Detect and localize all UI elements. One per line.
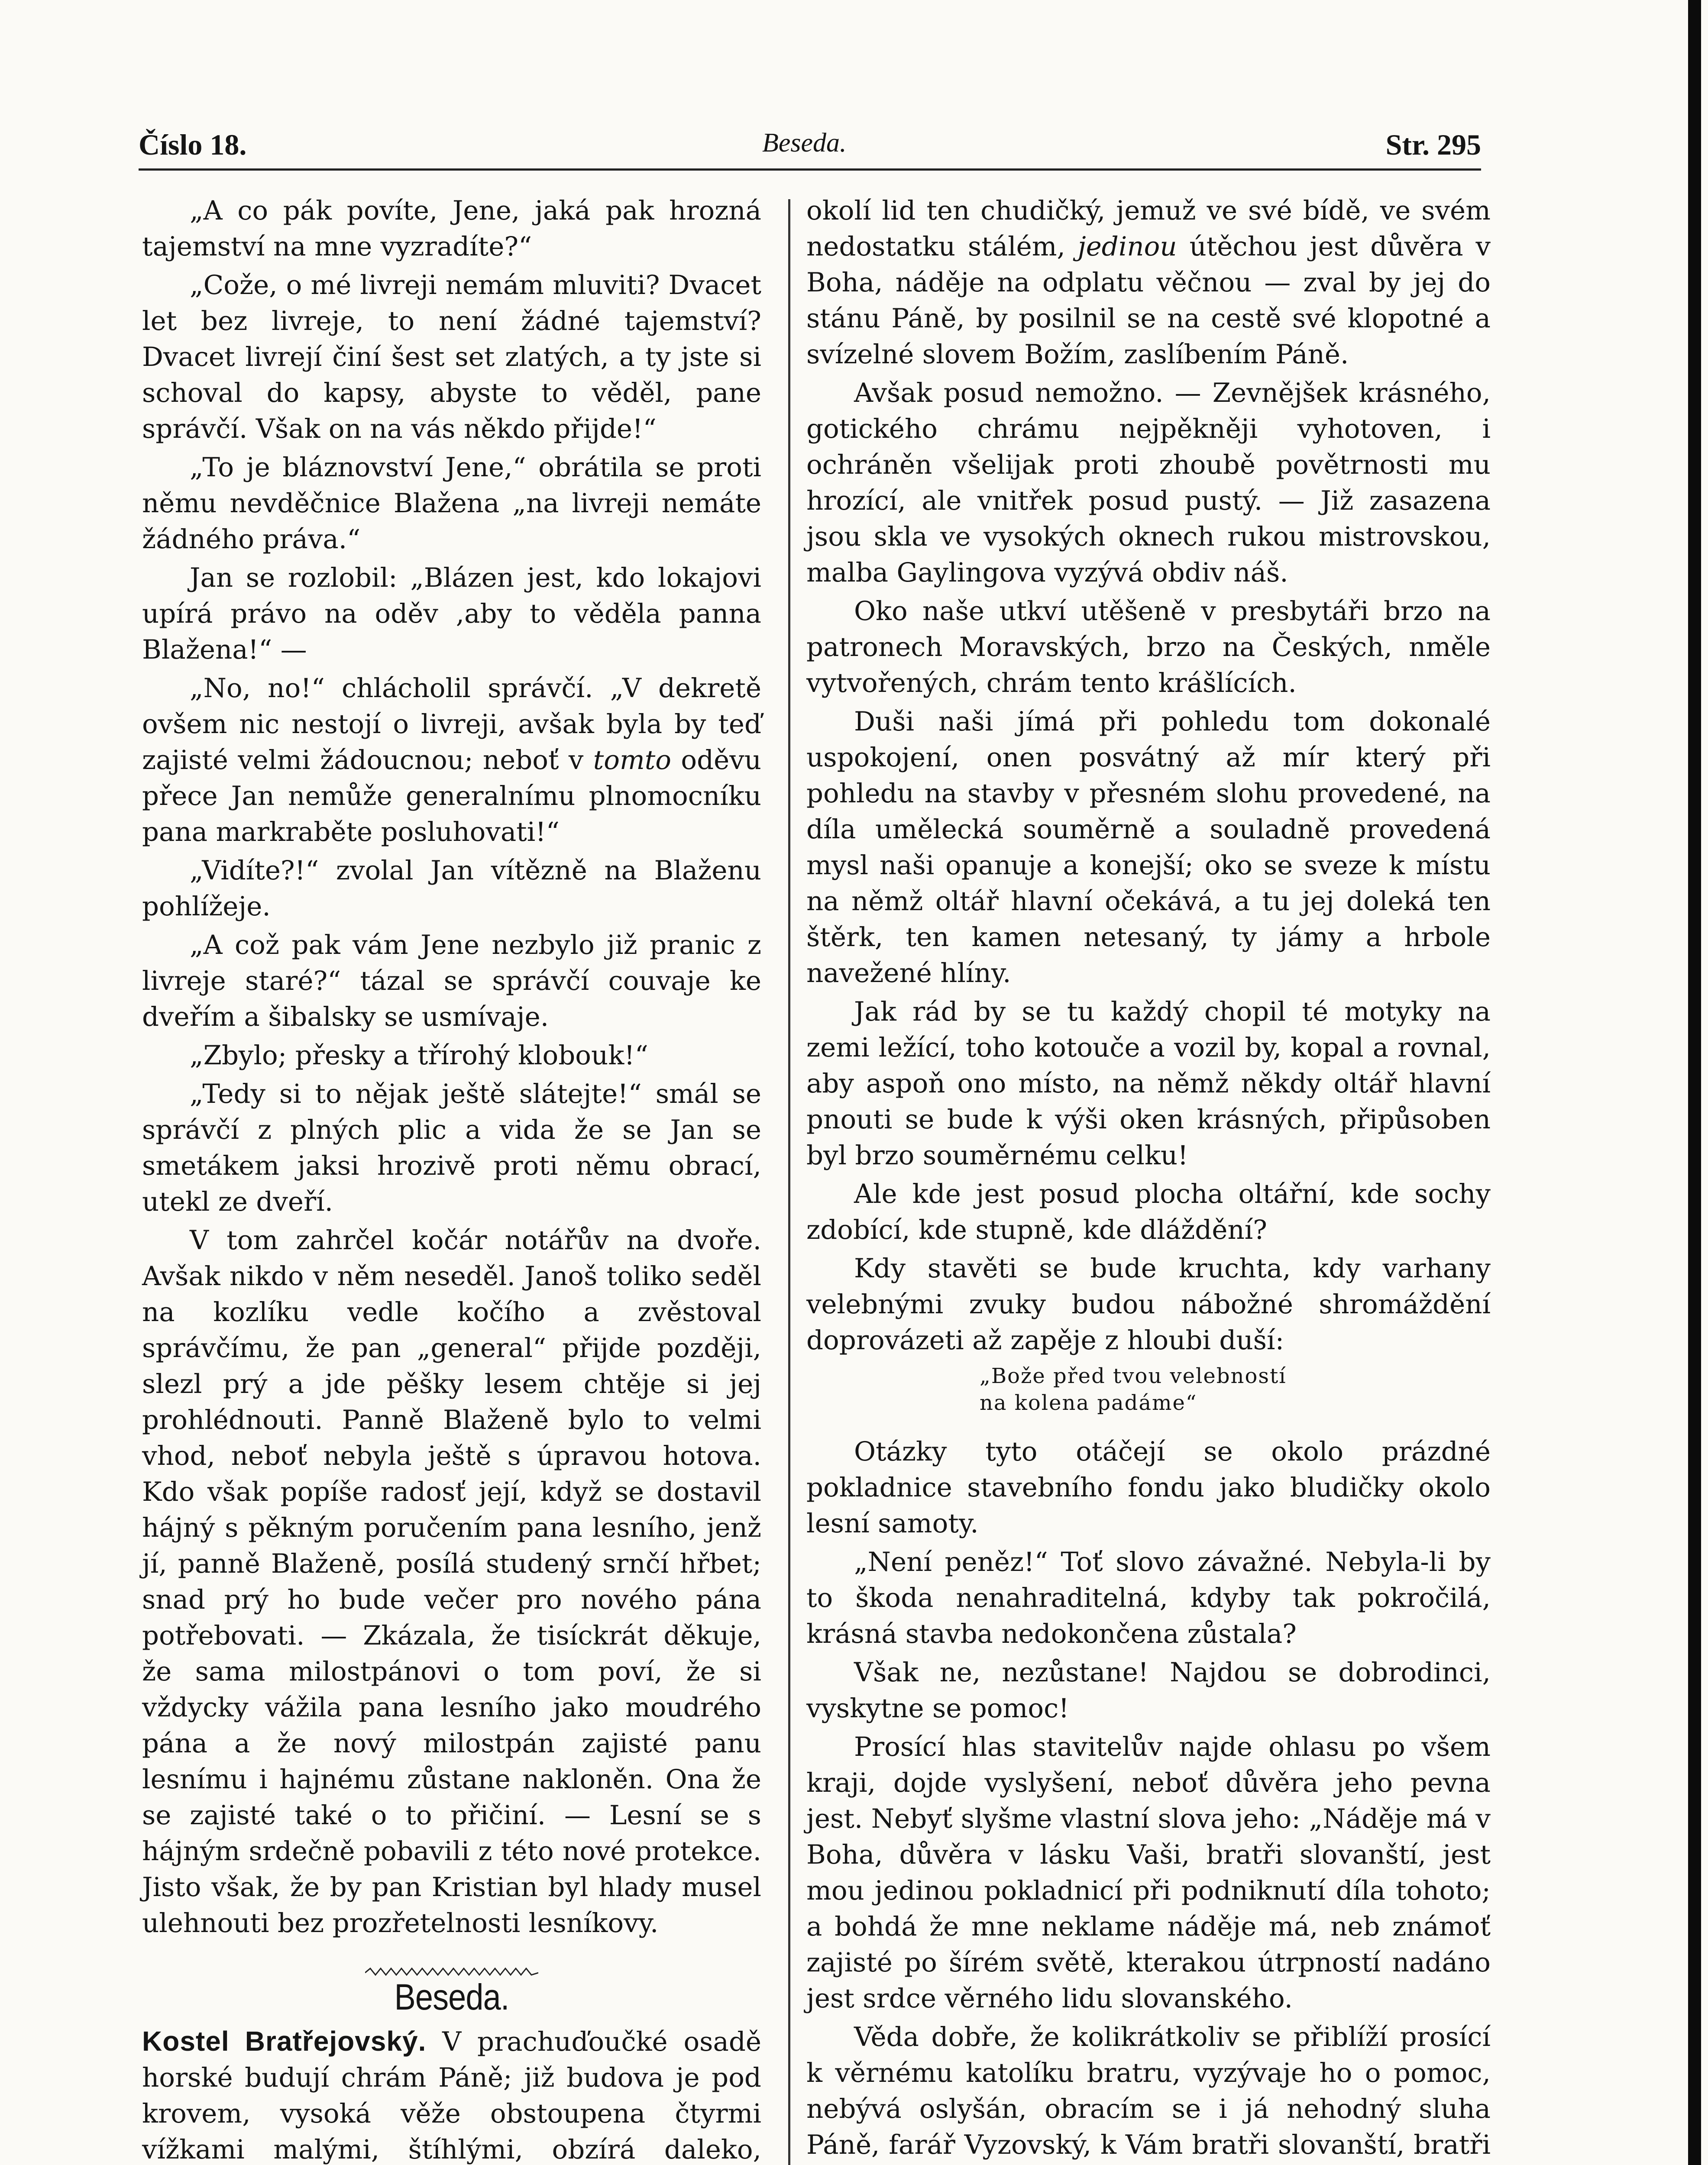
paragraph: Jak rád by se tu každý chopil té motyky na zemi ležící, toho kotouče a vozil by, kopal a rovnal, aby aspoň ono místo, na němž někdy oltář hlavní pnouti se bude k výši oken krásných, připůsoben byl brzo souměrnému celku! (806, 996, 1491, 1171)
quote-line: „Bože před tvou velebností (980, 1364, 1287, 1388)
paragraph: „Cože, o mé livreji nemám mluviti? Dvacet let bez livreje, to není žádné tajemství? Dvacet livrejí činí šest set zlatých, a ty jste si schoval do kapsy, abyste to věděl, pane správčí. Však on na vás někdo přijde!“ (142, 270, 761, 444)
paragraph: Otázky tyto otáčejí se okolo prázdné pokladnice stavebního fondu jako bludičky okolo lesní samoty. (806, 1436, 1491, 1539)
article-paragraph (142, 2023, 761, 2165)
paragraph: „A což pak vám Jene nezbylo již pranic z livreje staré?“ tázal se správčí couvaje ke dveřím a šibalsky se usmívaje. (142, 930, 761, 1032)
emphasis: jedinou (1077, 231, 1177, 262)
page-header (139, 119, 1481, 167)
text-run: „No, no!“ chlácholil správčí. „V dekretě ovšem nic nestojí o livreji, avšak byla by teď zajisté velmi žádoucnou; neboť v (142, 673, 761, 776)
left-column (142, 193, 761, 2165)
paragraph: „To je bláznovství Jene,“ obrátila se proti němu nevděčnice Blažena „na livreji nemáte žádného práva.“ (142, 452, 761, 555)
column-divider (788, 199, 790, 2165)
page-edge-shadow (1688, 0, 1701, 2165)
header-rule (139, 168, 1481, 171)
article-title: Kostel Bratřejovský. (142, 2026, 427, 2057)
publication-title: Beseda. (762, 128, 847, 158)
page-number: Str. 295 (1385, 128, 1481, 161)
issue-number: Číslo 18. (139, 128, 247, 161)
paragraph: Však ne, nezůstane! Najdou se dobrodinci, vyskytne se pomoc! (806, 1657, 1491, 1724)
paragraph: „Není peněz!“ Toť slovo závažné. Nebyla-li by to škoda nenahraditelná, kdyby tak pokročilá, krásná stavba nedokončena zůstala? (806, 1547, 1491, 1649)
paragraph (142, 670, 761, 850)
decorative-divider (142, 1952, 761, 1970)
hymn-quote (980, 1363, 1491, 1416)
section-title: Beseda. (394, 1977, 509, 2017)
paragraph: Ale kde jest posud plocha oltářní, kde sochy zdobící, kde stupně, kde dláždění? (806, 1179, 1491, 1245)
right-column (806, 193, 1491, 2165)
paragraph (806, 193, 1491, 372)
text-run: okolí lid ten chudičký, jemuž ve své bídě, ve svém nedostatku stálém, (806, 195, 1491, 262)
paragraph: „Zbylo; přesky a třírohý klobouk!“ (190, 1040, 648, 1071)
paragraph: Jan se rozlobil: „Blázen jest, kdo lokajovi upírá právo na oděv ,aby to věděla panna Blažena!“ — (142, 562, 761, 665)
text-run: oděvu přece Jan nemůže generalnímu plnomocníku pana markraběte posluhovati!“ (142, 745, 761, 847)
paragraph: Oko naše utkví utěšeně v presbytáři brzo na patronech Moravských, brzo na Českých, nměle vytvořených, chrám tento krášlících. (806, 596, 1491, 698)
paragraph: „Tedy si to nějak ještě slátejte!“ smál se správčí z plných plic a vida že se Jan se smetákem jaksi hrozivě proti němu obrací, utekl ze dveří. (142, 1079, 761, 1217)
paragraph: „Vidíte?!“ zvolal Jan vítězně na Blaženu pohlížeje. (142, 855, 761, 922)
text-run: V prachuďoučké osadě horské budují chrám Páně; již budova je pod krovem, vysoká věže obstoupena čtyrmi vížkami malými, štíhlými, obzírá daleko, (142, 2026, 761, 2165)
paragraph: Kdy stavěti se bude kruchta, kdy varhany velebnými zvuky budou nábožné shromáždění doprovázeti až zapěje z hloubi duší: (806, 1253, 1491, 1356)
paragraph: Duši naši jímá při pohledu tom dokonalé uspokojení, onen posvátný až mír který při pohledu na stavby v přesném slohu provedené, na díla umělecká souměrně a souladně provedená mysl naši opanuje a konejší; oko se sveze k místu na němž oltář hlavní očekává, a tu jej doleká ten štěrk, ten kamen netesaný, ty jámy a hrbole navežené hlíny. (806, 706, 1491, 989)
paragraph: Věda dobře, že kolikrátkoliv se přiblíží prosící k věrnému katolíku bratru, vyzývaje ho o pomoc, nebývá oslyšán, obracím se i já nehodný sluha Páně, farář Vyzovský, k Vám bratři slovanští, bratři (806, 2022, 1491, 2160)
text-run: útěchou jest důvěra v Boha, náděje na odplatu věčnou — zval by jej do stánu Páně, by posilnil se na cestě své klopotné a svízelné slovem Božím, zaslíbením Páně. (806, 231, 1491, 370)
quote-line: na kolena padáme“ (980, 1391, 1197, 1415)
paragraph: Prosící hlas stavitelův najde ohlasu po všem kraji, dojde vyslyšení, neboť důvěra jeho pevna jest. Nebyť slyšme vlastní slova jeho: „Náděje má v Boha, důvěra v lásku Vaši, bratři slovanští, jest mou jedinou pokladnicí při podniknutí díla tohoto; a bohdá že mne neklame náděje má, neb známoť zajisté po šírém světě, kterakou útrpností nadáno jest srdce věrného lidu slovanského. (806, 1732, 1491, 2014)
paragraph: V tom zahrčel kočár notářův na dvoře. Avšak nikdo v něm neseděl. Janoš toliko seděl na kozlíku vedle kočího a zvěstoval správčímu, že pan „general“ přijde později, slezl prý a jde pěšky lesem chtěje si jej prohlédnouti. Panně Blaženě bylo to velmi vhod, neboť nebyla ještě s úpravou hotova. Kdo však popíše radosť její, když se dostavil hájný s pěkným poručením pana lesního, jenž jí, panně Blaženě, posílá studený srnčí hřbet; snad prý ho bude večer pro nového pána potřebovati. — Zkázala, že tisíckrát děkuje, že sama milostpánovi o tom poví, že si vždycky vážila pana lesního jako moudrého pána a že nový milostpán zajisté panu lesnímu i hajnému zůstane nakloněn. Ona že se zajisté také o to přičiní. — Lesní se s hájným srdečně pobavili z této nové protekce. Jisto však, že by pan Kristian byl hlady musel ulehnouti bez prozřetelnosti lesníkovy. (142, 1225, 761, 1939)
emphasis: tomto (593, 745, 672, 776)
paragraph: „A co pák povíte, Jene, jaká pak hrozná tajemství na mne vyzradíte?“ (142, 195, 761, 262)
paragraph: Avšak posud nemožno. — Zevnějšek krásného, gotického chrámu nejpěkněji vyhotoven, i ochráněn všelijak proti zhoubě povětrnosti mu hrozící, ale vnitřek posud pustý. — Již zasazena jsou skla ve vysokých oknech rukou mistrovskou, malba Gaylingova vyzývá obdiv náš. (806, 378, 1491, 588)
